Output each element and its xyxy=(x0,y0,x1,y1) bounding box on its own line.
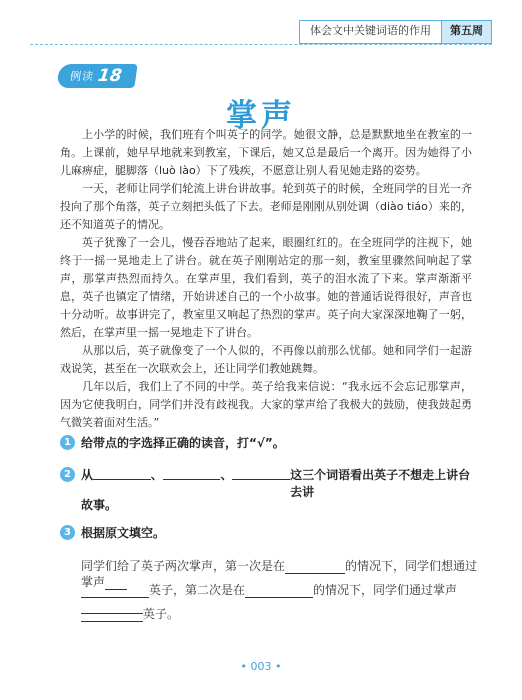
article-paragraph: 几年以后，我们上了不同的中学。英子给我来信说：“我永远不会忘记那掌声，因为它使我明白，同学们并没有歧视我。大家的掌声给了我极大的鼓励，使我鼓起勇气微笑着面对生活。” xyxy=(60,380,472,429)
header-title: 体会文中关键词语的作用 xyxy=(300,21,441,43)
article-paragraph: 英子犹豫了一会儿，慢吞吞地站了起来，眼圈红红的。在全班同学的注视下，她终于一摇一晃地走上了讲台。就在英子刚刚站定的那一刻，教室里骤然间响起了掌声，那掌声热烈而持久。在掌声里，我们看到，英子的泪水流了下来。掌声渐渐平息，英子也镇定了情绪，开始讲述自己的一个小故事。她的普通话说得很好，声音也十分动听。故事讲完了，教室里又响起了热烈的掌声。英子向大家深深地鞠了一躬，然后，在掌声里一摇一晃地走下了讲台。 xyxy=(60,236,472,339)
fill-text: 英子，第二次是在 xyxy=(149,583,246,597)
page-number: • 003 • xyxy=(240,660,282,673)
answer-blank[interactable] xyxy=(285,560,345,574)
answer-blank[interactable] xyxy=(81,608,143,622)
page-header xyxy=(299,20,492,44)
answer-blank[interactable] xyxy=(232,466,290,480)
blank-separator: 、 xyxy=(220,468,233,482)
question-1 xyxy=(60,434,480,451)
answer-blank[interactable] xyxy=(245,584,313,598)
article-paragraph: 一天，老师让同学们轮流上讲台讲故事。轮到英子的时候，全班同学的目光一齐投向了那个角落，英子立刻把头低了下去。老师是刚刚从别处调（diào tiáo）来的，还不知道英子的情况。 xyxy=(60,182,472,231)
fill-line-3 xyxy=(81,606,481,622)
question-3 xyxy=(60,524,480,541)
article-title: 掌声 xyxy=(226,98,296,134)
fill-text: 英子。 xyxy=(143,607,180,621)
question-number-badge: 3 xyxy=(60,525,75,540)
article-paragraph: 从那以后，英子就像变了一个人似的，不再像以前那么忧郁。她和同学们一起游戏说笑，甚至在一次联欢会上，还让同学们教她跳舞。 xyxy=(60,344,472,375)
example-tag-number: 18 xyxy=(96,66,124,86)
question-number-badge: 1 xyxy=(60,435,75,450)
example-tag-label: 例读 xyxy=(69,70,95,83)
example-tag xyxy=(56,64,137,88)
article-body xyxy=(60,126,472,432)
article-paragraph: 上小学的时候，我们班有个叫英子的同学。她很文静，总是默默地坐在教室的一角。上课前，她早早地就来到教室，下课后，她又总是最后一个离开。因为她得了小儿麻痹症，腿脚落（luò lào）下了残疾，不愿意让别人看见她走路的姿势。 xyxy=(60,128,472,177)
header-divider xyxy=(30,44,492,45)
fill-text: 同学们给了英子两次掌声，第一次是在 xyxy=(81,559,286,573)
question-number-badge: 2 xyxy=(60,467,75,482)
answer-blank[interactable] xyxy=(163,466,221,480)
question-text: 根据原文填空。 xyxy=(81,526,166,540)
fill-text: 的情况下，同学们通过掌声 xyxy=(313,583,458,597)
fill-text: 的情况下，同学们想通过掌声 xyxy=(81,559,478,589)
question-prefix: 从 xyxy=(81,468,94,482)
blank-separator: 、 xyxy=(150,468,163,482)
answer-blank[interactable] xyxy=(81,584,149,598)
question-2 xyxy=(60,466,480,500)
header-week-badge: 第五周 xyxy=(441,21,491,43)
question-suffix: 这三个词语看出英子不想走上讲台去讲 xyxy=(290,468,471,499)
answer-blank[interactable] xyxy=(93,466,151,480)
question-2-continuation: 故事。 xyxy=(81,498,118,512)
question-text: 给带点的字选择正确的读音，打“√”。 xyxy=(81,436,285,450)
